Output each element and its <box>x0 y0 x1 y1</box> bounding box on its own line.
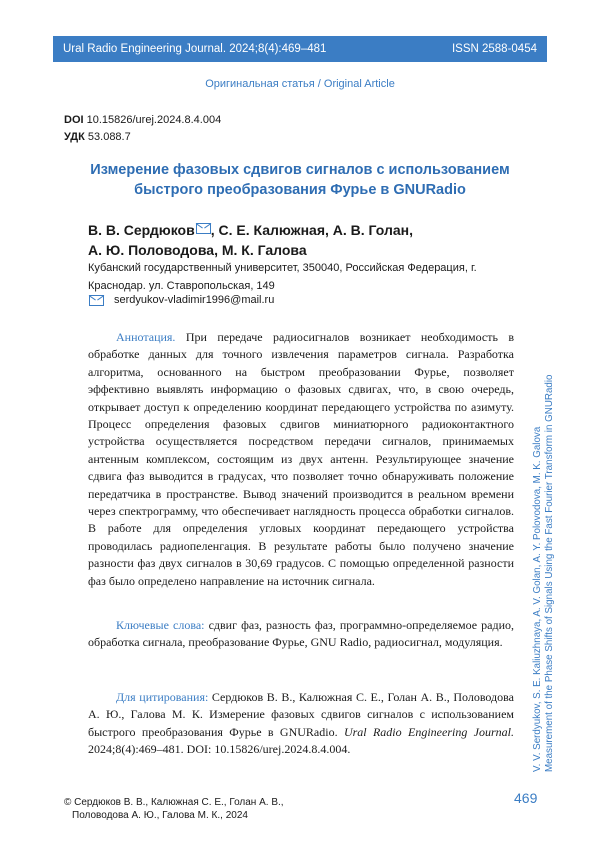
citation-journal: Ural Radio Engineering Journal. <box>343 724 515 739</box>
authors-line2: А. Ю. Половодова, М. К. Галова <box>88 242 307 258</box>
udk-value: 53.088.7 <box>87 131 131 143</box>
affiliation: Кубанский государственный университет, 350040, Российская Федерация, г. Краснодар. ул. Ставропольская, 149 <box>88 262 477 292</box>
citation-label: Для цитирования: <box>116 690 209 704</box>
keywords-label: Ключевые слова: <box>116 618 205 632</box>
citation <box>88 689 514 759</box>
abstract <box>88 329 514 590</box>
side-title: Measurement of the Phase Shifts of Signals Using the Fast Fourier Transform in GNURadio <box>544 374 555 772</box>
mail-icon <box>196 223 211 234</box>
doi <box>64 114 221 126</box>
citation-tail: 2024;8(4):469–481. DOI: 10.15826/urej.2024.8.4.004. <box>88 742 351 757</box>
journal-issue: Ural Radio Engineering Journal. 2024;8(4):469–481 <box>63 43 327 55</box>
article-type: Оригинальная статья / Original Article <box>205 78 395 90</box>
article-title: Измерение фазовых сдвигов сигналов с использованием быстрого преобразования Фурье в GNURadio <box>90 162 510 198</box>
citation-text: Сердюков В. В., Калюжная С. Е., Голан А. В., Половодова А. Ю., Галова М. К. Измерение фазовых сдвигов сигналов с использованием быстрого преобразования Фурье в GNURadio. <box>88 690 514 739</box>
journal-header-bar <box>53 36 547 62</box>
copyright <box>64 796 284 822</box>
copyright-line2: Половодова А. Ю., Галова М. К., 2024 <box>72 810 248 821</box>
abstract-label: Аннотация. <box>116 330 176 344</box>
side-authors: V. V. Serdyukov, S. E. Kaliuzhnaya, A. V. Golan, A. Y. Polovodova, M. K. Galova <box>532 426 543 772</box>
keywords-text: сдвиг фаз, разность фаз, программно-определяемое радио, обработка сигнала, преобразование Фурье, GNU Radio, радиосигнал, модуляция. <box>88 618 514 650</box>
copyright-line1: © Сердюков В. В., Калюжная С. Е., Голан А. В., <box>64 797 284 808</box>
issn: ISSN 2588-0454 <box>451 43 537 55</box>
doi-label: DOI <box>64 114 84 126</box>
email-row <box>88 294 274 306</box>
udk <box>64 131 131 143</box>
side-running-title <box>532 342 556 772</box>
udk-label: УДК <box>64 131 85 143</box>
doi-value[interactable]: 10.15826/urej.2024.8.4.004 <box>86 114 222 126</box>
email-link[interactable]: serdyukov-vladimir1996@mail.ru <box>114 294 275 306</box>
page-number: 469 <box>514 790 538 806</box>
keywords <box>88 617 514 652</box>
authors <box>88 220 528 260</box>
abstract-text: При передаче радиосигналов возникает необходимость в обработке данных для точного извлечения параметров сигнала. Разработка алгоритма, основанного на быстром преобразовании Фурье, позволяет эффективно выявлять информацию о фазовых сдвигах, что, в свою очередь, открывает доступ к определению координат передающего устройства по азимуту. Процесс определения фазовых сдвигов миниатюрного радиоконтактного устройства осуществляется посредством передачи сигналов, принимаемых антенным комплексом, состоящим из двух антенн. Результирующее значение сдвига фаз выводится в градусах, что позволяет точно обнаруживать положение передатчика в пространстве. Вывод значений производится в реальном времени через спектрограмму, что обеспечивает наглядность процесса обработки сигналов. В работе для определения угловых координат передающего устройства проводилась радиопеленгация. В результате работы было получено значение разности фаз двух сигналов в 30,69 градусов. С помощью определенной разности фаз было определено направление на источник сигнала. <box>88 330 514 588</box>
author-corresponding: В. В. Сердюков <box>88 222 195 238</box>
mail-icon <box>89 295 104 306</box>
authors-line1-rest: , С. Е. Калюжная, А. В. Голан, <box>210 222 414 238</box>
